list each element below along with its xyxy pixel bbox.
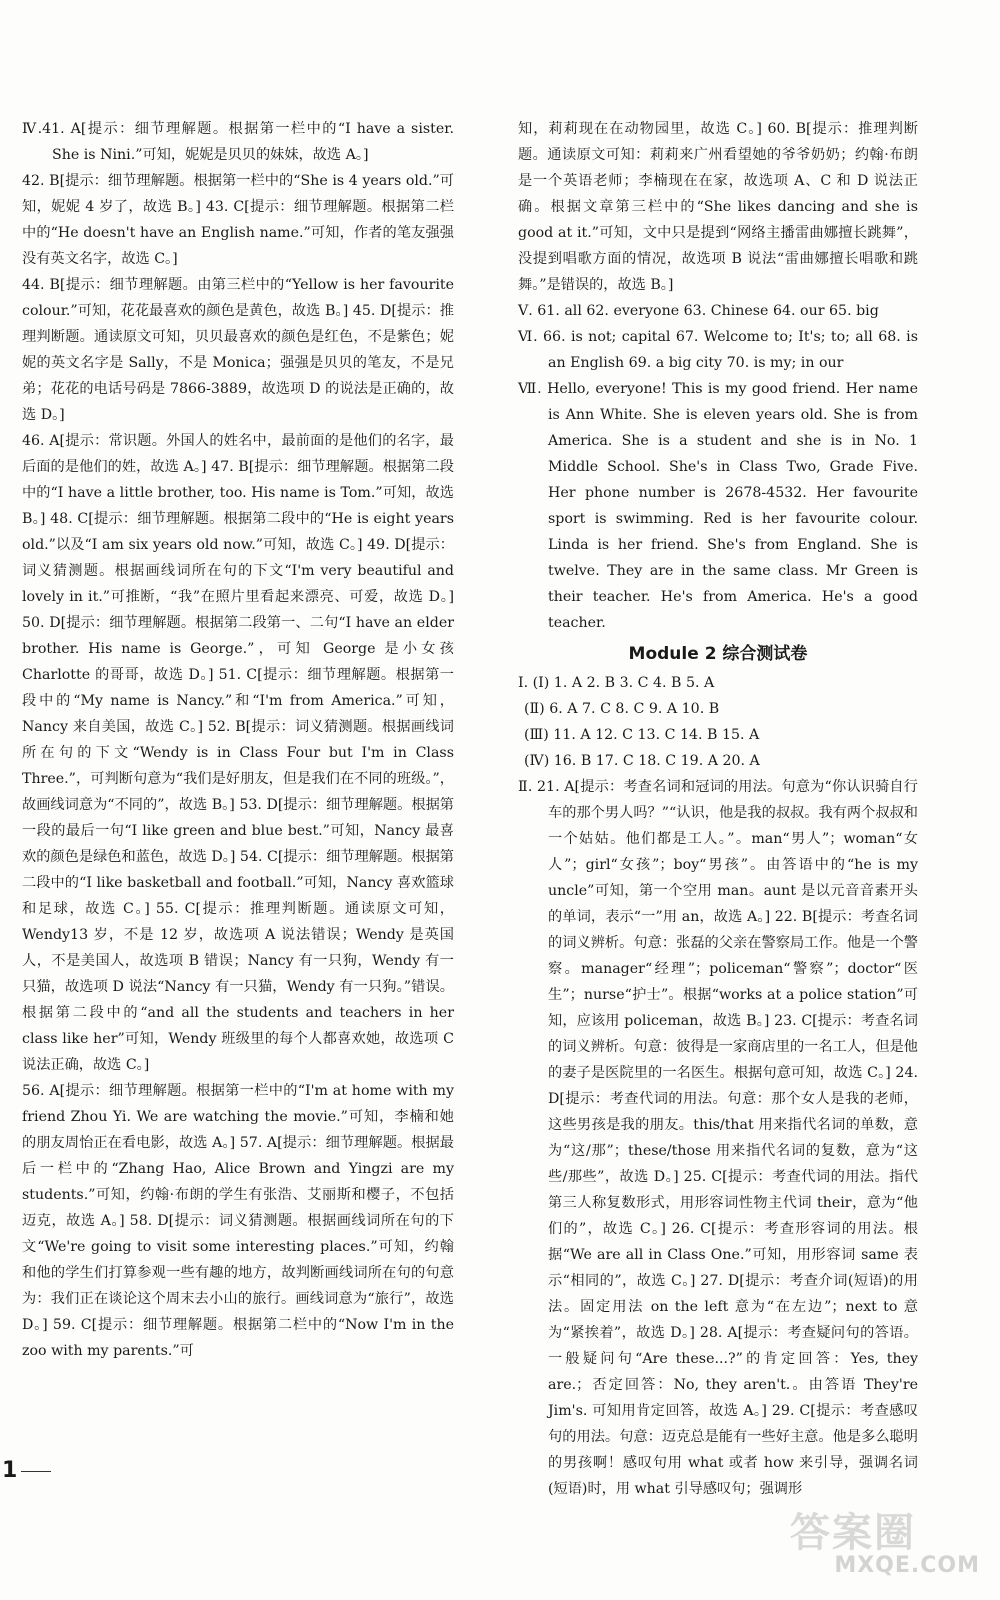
answer-block-56-59: 56. A[提示：细节理解题。根据第一栏中的“I'm at home with my friend Zhou Yi. We are watching the movie.”可知，李楠和她的朋友周怡正在看电影，故选 A。] 57. A[提示：细节理解题。根据最后一栏中的“Zhang Hao, Alice Brown and Yingzi are my students.”可知，约翰·布朗的学生有张浩、艾丽斯和樱子，不包括迈克，故选 A。] 58. D[提示：词义猜测题。根据画线词所在句的下文“We're going to visit some interesting places.”可知，约翰和他的学生们打算参观一些有趣的地方，故判断画线词所在句的句意为：我们正在谈论这个周末去小山的旅行。画线词意为“旅行”，故选 D。] 59. C[提示：细节理解题。根据第二栏中的“Now I'm in the zoo with my parents.”可 bbox=[22, 1083, 454, 1359]
module-title: Module 2 综合测试卷 bbox=[628, 644, 808, 664]
watermark-logo bbox=[790, 1512, 980, 1582]
left-column bbox=[22, 116, 454, 1364]
answer-key-row-3: (Ⅲ) 11. A 12. C 13. C 14. B 15. A bbox=[524, 727, 760, 743]
section-vi-answers: Ⅵ. 66. is not; capital 67. Welcome to; It's; to; all 68. is an English 69. a big city 70. is my; in our bbox=[518, 329, 918, 371]
answer-key-row-1: Ⅰ. (Ⅰ) 1. A 2. B 3. C 4. B 5. A bbox=[518, 675, 715, 691]
page-number-rule bbox=[21, 1471, 51, 1472]
answer-block-59-60: 知，莉莉现在在动物园里，故选 C。] 60. B[提示：推理判断题。通读原文可知：莉莉来广州看望她的爷爷奶奶；约翰·布朗是一个英语老师；李楠现在在家，故选项 A、C 和 D 说法正确。根据文章第三栏中的“She likes dancing and she is good at it.”可知，文中只是提到“网络主播雷曲娜擅长跳舞”，没提到唱歌方面的情况，故选项 B 说法“雷曲娜擅长唱歌和跳舞。”是错误的，故选 B。] bbox=[518, 121, 918, 293]
page-number-text: 1 bbox=[2, 1458, 18, 1483]
page-number bbox=[2, 1458, 51, 1483]
answer-key-row-2: (Ⅱ) 6. A 7. C 8. C 9. A 10. B bbox=[524, 701, 720, 717]
right-column bbox=[518, 116, 918, 1502]
answer-block-iv-41: Ⅳ.41. A[提示：细节理解题。根据第一栏中的“I have a sister. She is Nini.”可知，妮妮是贝贝的妹妹，故选 A。] bbox=[22, 121, 454, 163]
answer-block-46-55: 46. A[提示：常识题。外国人的姓名中，最前面的是他们的名字，最后面的是他们的姓，故选 A。] 47. B[提示：细节理解题。根据第二段中的“I have a little brother, too. His name is Tom.”可知，故选 B。] 48. C[提示：细节理解题。根据第二段中的“He is eight years old.”以及“I am six years old now.”可知，故选 C。] 49. D[提示：词义猜测题。根据画线词所在句的下文“I'm very beautiful and lovely in it.”可推断，“我”在照片里看起来漂亮、可爱，故选 D。] 50. D[提示：细节理解题。根据第二段第一、二句“I have an elder brother. His name is George.”，可知 George 是小女孩 Charlotte 的哥哥，故选 D。] 51. C[提示：细节理解题。根据第一段中的“My name is Nancy.”和“I'm from America.”可知，Nancy 来自美国，故选 C。] 52. B[提示：词义猜测题。根据画线词所在句的下文“Wendy is in Class Four but I'm in Class Three.”，可判断句意为“我们是好朋友，但是我们在不同的班级。”，故画线词意为“不同的”，故选 B。] 53. D[提示：细节理解题。根据第一段的最后一句“I like green and blue best.”可知，Nancy 最喜欢的颜色是绿色和蓝色，故选 D。] 54. C[提示：细节理解题。根据第二段中的“I like basketball and football.”可知，Nancy 喜欢篮球和足球，故选 C。] 55. C[提示：推理判断题。通读原文可知，Wendy13 岁，不是 12 岁，故选项 A 说法错误；Wendy 是英国人，不是美国人，故选项 B 错误；Nancy 有一只狗，Wendy 有一只猫，故选项 D 说法“Nancy 有一只猫，Wendy 有一只狗。”错误。根据第二段中的“and all the students and teachers in her class like her”可知，Wendy 班级里的每个人都喜欢她，故选项 C 说法正确，故选 C。] bbox=[22, 433, 454, 1073]
answer-block-44-45: 44. B[提示：细节理解题。由第三栏中的“Yellow is her favourite colour.”可知，花花最喜欢的颜色是黄色，故选 B。] 45. D[提示：推理判断题。通读原文可知，贝贝最喜欢的颜色是红色，不是紫色；妮妮的英文名字是 Sally，不是 Monica；强强是贝贝的笔友，不是兄弟；花花的电话号码是 7866-3889，故选项 D 的说法是正确的，故选 D。] bbox=[22, 277, 454, 423]
watermark-logo-text: 答案圈 bbox=[790, 1510, 916, 1556]
section-v-answers: Ⅴ. 61. all 62. everyone 63. Chinese 64. our 65. big bbox=[518, 303, 879, 319]
watermark-site-text: MXQE.COM bbox=[834, 1553, 980, 1578]
section-ii-answers: Ⅱ. 21. A[提示：考查名词和冠词的用法。句意为“你认识骑自行车的那个男人吗？”“认识，他是我的叔叔。我有两个叔叔和一个姑姑。他们都是工人。”。man“男人”；woman“女人”；girl“女孩”；boy“男孩”。由答语中的“he is my uncle”可知，第一个空用 man。aunt 是以元音音素开头的单词，表示“一”用 an，故选 A。] 22. B[提示：考查名词的词义辨析。句意：张磊的父亲在警察局工作。他是一个警察。manager“经理”；policeman“警察”；doctor“医生”；nurse“护士”。根据“works at a police station”可知，应该用 policeman，故选 B。] 23. C[提示：考查名词的词义辨析。句意：彼得是一家商店里的一名工人，但是他的妻子是医院里的一名医生。根据句意可知，故选 C。] 24. D[提示：考查代词的用法。句意：那个女人是我的老师，这些男孩是我的朋友。this/that 用来指代名词的单数，意为“这/那”；these/those 用来指代名词的复数，意为“这些/那些”，故选 D。] 25. C[提示：考查代词的用法。指代第三人称复数形式，用形容词性物主代词 their，意为“他们的”，故选 C。] 26. C[提示：考查形容词的用法。根据“We are all in Class One.”可知，用形容词 same 表示“相同的”，故选 C。] 27. D[提示：考查介词(短语)的用法。固定用法 on the left 意为“在左边”；next to 意为“紧挨着”，故选 D。] 28. A[提示：考查疑问句的答语。一般疑问句“Are these...?”的肯定回答：Yes, they are.；否定回答：No, they aren't.。由答语 They're Jim's. 可知用肯定回答，故选 A。] 29. C[提示：考查感叹句的用法。句意：迈克总是能有一些好主意。他是多么聪明的男孩啊！感叹句用 what 或者 how 来引导，强调名词(短语)时，用 what 引导感叹句；强调形 bbox=[518, 779, 918, 1497]
answer-key-row-4: (Ⅳ) 16. B 17. C 18. C 19. A 20. A bbox=[524, 753, 760, 769]
answer-block-42-43: 42. B[提示：细节理解题。根据第一栏中的“She is 4 years old.”可知，妮妮 4 岁了，故选 B。] 43. C[提示：细节理解题。根据第二栏中的“He doesn't have an English name.”可知，作者的笔友强强没有英文名字，故选 C。] bbox=[22, 173, 454, 267]
section-vii-writing: Ⅶ. Hello, everyone! This is my good friend. Her name is Ann White. She is eleven years old. She is from America. She is a student and she is in No. 1 Middle School. She's in Class Two, Grade Five. Her phone number is 2678-4532. Her favourite sport is swimming. Red is her favourite colour. Linda is her friend. She's from England. She is twelve. They are in the same class. Mr Green is their teacher. He's from America. He's a good teacher. bbox=[518, 381, 918, 631]
